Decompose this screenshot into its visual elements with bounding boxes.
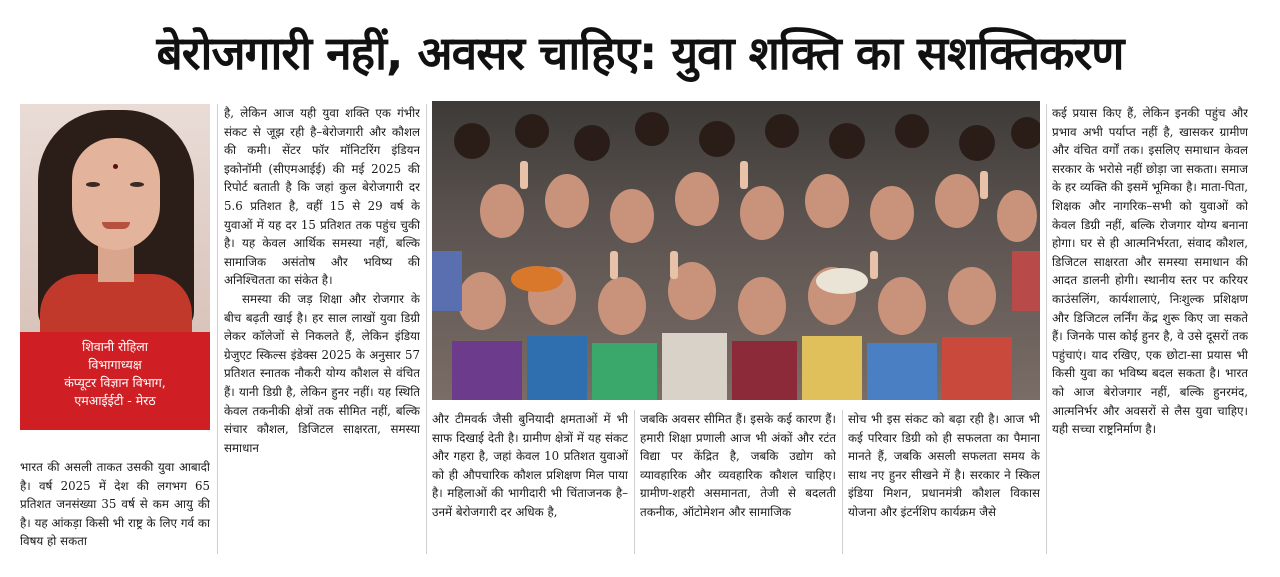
article-column-1 — [20, 458, 210, 558]
paragraph: भारत की असली ताकत उसकी युवा आबादी है। वर्ष 2025 में देश की लगभग 65 प्रतिशत जनसंख्या 35 वर्ष से कम आयु की है। यह आंकड़ा किसी भी राष्ट्र के लिए गर्व का विषय हो सकता — [20, 460, 210, 549]
article-column-3 — [432, 410, 628, 558]
column-divider — [634, 410, 635, 554]
paragraph: है, लेकिन आज यही युवा शक्ति एक गंभीर संकट से जूझ रही है–बेरोजगारी और कौशल की कमी। सेंटर फॉर मॉनिटरिंग इंडियन इकोनॉमी (सीएमआईई) की मई 2025 की रिपोर्ट बताती है कि जहां कुल बेरोजगारी दर 5.6 प्रतिशत है, वहीं 15 से 29 वर्ष के युवाओं में यह दर 15 प्रतिशत तक पहुंच चुकी है। यह केवल आर्थिक समस्या नहीं, बल्कि सामाजिक असंतोष और भविष्य की अनिश्चितता का संकेत है। — [224, 106, 420, 288]
column-divider — [842, 410, 843, 554]
paragraph: सोच भी इस संकट को बढ़ा रही है। आज भी कई परिवार डिग्री को ही सफलता का पैमाना मानते हैं, जबकि असली सफलता समय के साथ नए हुनर सीखने में है। सरकार ने स्किल इंडिया मिशन, प्रधानमंत्री कौशल विकास योजना और इंटर्नशिप कार्यक्रम जैसे — [848, 412, 1040, 519]
paragraph: कई प्रयास किए हैं, लेकिन इनकी पहुंच और प्रभाव अभी पर्याप्त नहीं है, खासकर ग्रामीण और वंचित वर्गों तक। इसलिए समाधान केवल सरकार के भरोसे नहीं छोड़ा जा सकता। समाज के हर व्यक्ति की इसमें भूमिका है। माता-पिता, शिक्षक और नागरिक–सभी को युवाओं को केवल डिग्री नहीं, बल्कि रोजगार योग्य बनाना होगा। घर से ही आत्मनिर्भरता, संवाद कौशल, डिजिटल साक्षरता और समस्या समाधान की आदत डालनी होगी। स्थानीय स्तर पर करियर काउंसलिंग, कार्यशालाएं, निःशुल्क प्रशिक्षण और डिजिटल लर्निंग केंद्र शुरू किए जा सकते हैं। जिनके पास कोई हुनर है, वे उसे दूसरों तक पहुंचाएं। याद रखिए, एक छोटा-सा प्रयास भी किसी युवा का भविष्य बदल सकता है। भारत को आज बेरोजगार नहीं, बल्कि हुनरमंद, आत्मनिर्भर और अवसरों से लैस युवा चाहिए। यही सच्चा राष्ट्रनिर्माण है। — [1052, 106, 1248, 437]
column-divider — [217, 104, 218, 554]
author-designation: विभागाध्यक्ष — [88, 357, 142, 372]
paragraph: समस्या की जड़ शिक्षा और रोजगार के बीच बढ़ती खाई है। हर साल लाखों युवा डिग्री लेकर कॉलेजों से निकलते हैं, लेकिन इंडिया ग्रेजुएट स्किल्स इंडेक्स 2025 के अनुसार 57 प्रतिशत स्नातक नौकरी योग्य कौशल से वंचित हैं। यानी डिग्री है, लेकिन हुनर नहीं। यह स्थिति केवल तकनीकी क्षेत्रों तक सीमित नहीं, बल्कि संचार कौशल, डिजिटल साक्षरता, समस्या समाधान — [224, 291, 420, 455]
paragraph: और टीमवर्क जैसी बुनियादी क्षमताओं में भी साफ दिखाई देती है। ग्रामीण क्षेत्रों में यह संकट और गहरा है, जहां केवल 10 प्रतिशत युवाओं को ही औपचारिक कौशल प्रशिक्षण मिल पाया है। महिलाओं की भागीदारी भी चिंताजनक है–उनमें बेरोजगारी दर अधिक है, — [432, 412, 628, 519]
paragraph: जबकि अवसर सीमित हैं। इसके कई कारण हैं। हमारी शिक्षा प्रणाली आज भी अंकों और रटंत विद्या पर केंद्रित है, जबकि उद्योग को व्यावहारिक और व्यवहारिक कौशल चाहिए। ग्रामीण-शहरी असमानता, तेजी से बदलती तकनीक, ऑटोमेशन और सामाजिक — [640, 412, 836, 519]
author-name: शिवानी रोहिला — [81, 339, 148, 354]
article-column-2 — [224, 104, 420, 556]
author-photo — [20, 104, 210, 332]
article-column-5 — [848, 410, 1040, 558]
article-column-4 — [640, 410, 836, 558]
author-department: कंप्यूटर विज्ञान विभाग, — [64, 375, 166, 390]
article-column-6 — [1052, 104, 1248, 556]
column-divider — [1046, 104, 1047, 554]
author-byline — [20, 332, 210, 430]
headline: बेरोजगारी नहीं, अवसर चाहिए: युवा शक्ति का सशक्तिकरण — [156, 26, 1124, 80]
students-crowd-photo — [432, 101, 1040, 400]
author-institute: एमआईईटी - मेरठ — [74, 393, 156, 408]
column-divider — [426, 104, 427, 554]
